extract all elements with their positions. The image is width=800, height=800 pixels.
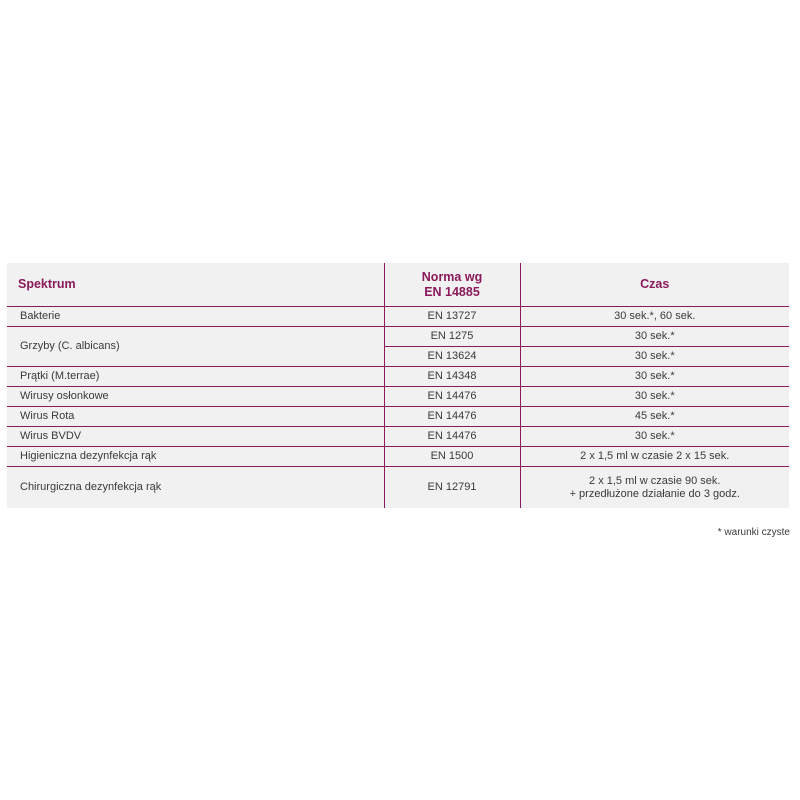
cell-spectrum: Prątki (M.terrae) (7, 367, 384, 387)
cell-spectrum: Wirus BVDV (7, 427, 384, 447)
cell-time: 30 sek.* (520, 387, 789, 407)
cell-norm: EN 14476 (384, 427, 520, 447)
cell-norm: EN 12791 (384, 467, 520, 509)
cell-norm: EN 14476 (384, 387, 520, 407)
cell-time: 30 sek.* (520, 367, 789, 387)
cell-spectrum: Grzyby (C. albicans) (7, 327, 384, 367)
cell-spectrum: Wirusy osłonkowe (7, 387, 384, 407)
cell-time: 30 sek.* (520, 347, 789, 367)
table-row (7, 387, 789, 407)
cell-norm: EN 13624 (384, 347, 520, 367)
cell-norm: EN 1500 (384, 447, 520, 467)
header-norm-line2: EN 14885 (424, 284, 480, 299)
cell-spectrum: Higieniczna dezynfekcja rąk (7, 447, 384, 467)
cell-time-line2: + przedłużone działanie do 3 godz. (569, 487, 740, 500)
spectrum-table-container (7, 263, 789, 508)
cell-time-line1: 2 x 1,5 ml w czasie 90 sek. (589, 474, 721, 487)
header-norm (384, 263, 520, 307)
table-row (7, 307, 789, 327)
cell-spectrum: Bakterie (7, 307, 384, 327)
cell-time: 45 sek.* (520, 407, 789, 427)
cell-time: 30 sek.* (520, 327, 789, 347)
table-row (7, 447, 789, 467)
table-row (7, 467, 789, 509)
cell-norm: EN 1275 (384, 327, 520, 347)
cell-time (520, 467, 789, 509)
cell-norm: EN 13727 (384, 307, 520, 327)
footnote: * warunki czyste (717, 527, 790, 538)
table-row (7, 407, 789, 427)
table-row (7, 427, 789, 447)
table-header-row (7, 263, 789, 307)
cell-spectrum: Chirurgiczna dezynfekcja rąk (20, 481, 162, 493)
cell-time: 30 sek.*, 60 sek. (520, 307, 789, 327)
cell-time: 2 x 1,5 ml w czasie 2 x 15 sek. (520, 447, 789, 467)
header-norm-line1: Norma wg (421, 269, 483, 284)
spectrum-table (7, 263, 789, 508)
table-row (7, 367, 789, 387)
table-row (7, 327, 789, 347)
header-time: Czas (520, 263, 789, 307)
cell-norm: EN 14476 (384, 407, 520, 427)
header-spectrum: Spektrum (7, 263, 384, 307)
cell-spectrum: Wirus Rota (7, 407, 384, 427)
cell-time: 30 sek.* (520, 427, 789, 447)
cell-norm: EN 14348 (384, 367, 520, 387)
